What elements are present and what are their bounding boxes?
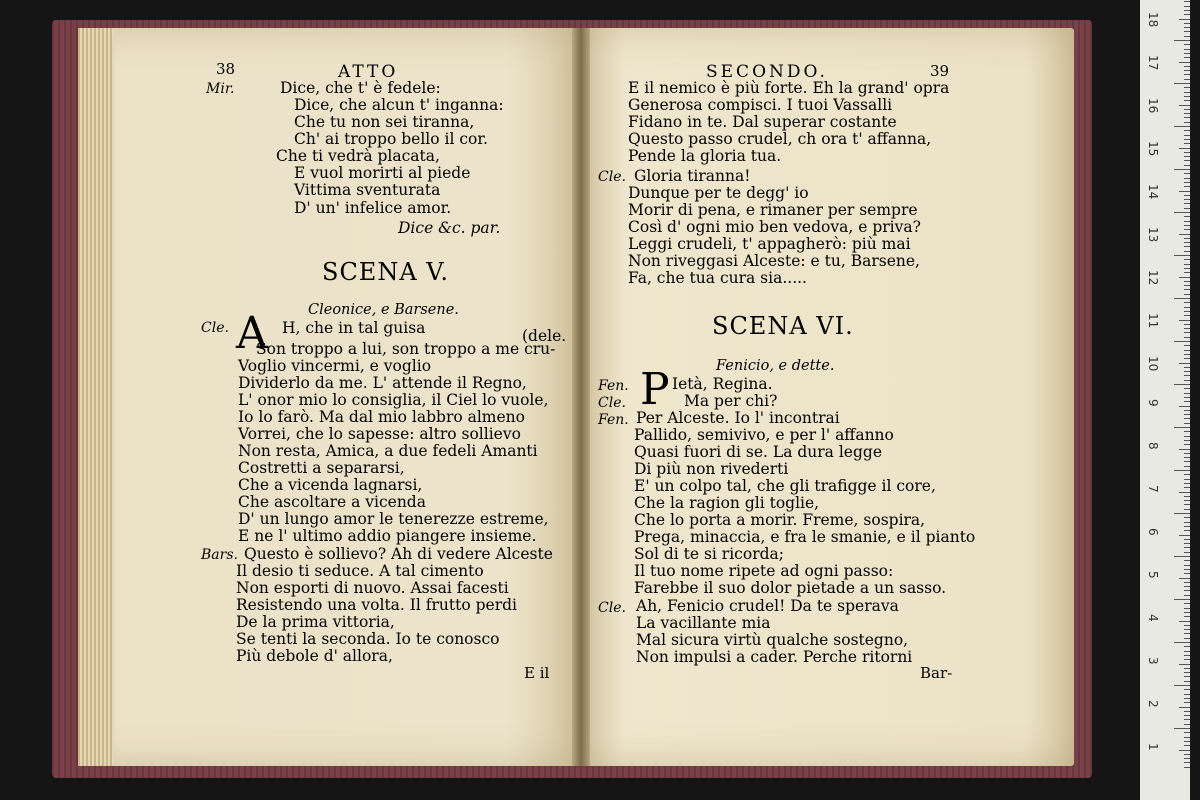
verse-line: Non riveggasi Alceste: e tu, Barsene, bbox=[628, 252, 920, 270]
ruler-tick bbox=[1179, 320, 1190, 321]
verse-line: Io lo farò. Ma dal mio labbro almeno bbox=[238, 408, 525, 426]
ruler-tick bbox=[1184, 367, 1190, 368]
verse-line: La vacillante mia bbox=[636, 614, 771, 632]
verse-line: Fidano in te. Dal superar costante bbox=[628, 113, 897, 131]
ruler-tick bbox=[1184, 560, 1190, 561]
verse-line: Prega, minaccia, e fra le smanie, e il pianto bbox=[634, 528, 976, 546]
ruler-tick bbox=[1184, 109, 1190, 110]
verse-line: Non resta, Amica, a due fedeli Amanti bbox=[238, 442, 538, 460]
verse-line: Dunque per te degg' io bbox=[628, 184, 809, 202]
ruler-number: 11 bbox=[1146, 313, 1160, 329]
verse-line: Leggi crudeli, t' appagherò: più mai bbox=[628, 235, 911, 253]
ruler-tick bbox=[1174, 255, 1190, 256]
ruler-tick bbox=[1184, 178, 1190, 179]
ruler-tick bbox=[1184, 719, 1190, 720]
ruler-tick bbox=[1184, 504, 1190, 505]
verse-line: Fa, che tua cura sia..... bbox=[628, 269, 807, 287]
ruler-tick bbox=[1184, 216, 1190, 217]
ruler-tick bbox=[1184, 758, 1190, 759]
ruler-tick bbox=[1184, 651, 1190, 652]
ruler-tick bbox=[1174, 427, 1190, 428]
verse-line: Non impulsi a cader. Perche ritorni bbox=[636, 648, 913, 666]
ruler-tick bbox=[1184, 285, 1190, 286]
ruler-tick bbox=[1184, 27, 1190, 28]
verse-line: Sol di te si ricorda; bbox=[634, 545, 784, 563]
ruler-tick bbox=[1184, 36, 1190, 37]
verse-line: Che ascoltare a vicenda bbox=[238, 493, 426, 511]
ruler-tick bbox=[1174, 40, 1190, 41]
ruler-tick bbox=[1184, 57, 1190, 58]
ruler-tick bbox=[1184, 461, 1190, 462]
ruler-tick bbox=[1179, 363, 1190, 364]
ruler-tick bbox=[1184, 10, 1190, 11]
ruler-tick bbox=[1184, 539, 1190, 540]
ruler-tick bbox=[1184, 182, 1190, 183]
ruler-tick bbox=[1184, 49, 1190, 50]
ruler-number: 8 bbox=[1146, 442, 1160, 450]
ruler-tick bbox=[1184, 74, 1190, 75]
ruler-tick bbox=[1184, 328, 1190, 329]
ruler-tick bbox=[1184, 629, 1190, 630]
ruler-tick bbox=[1179, 707, 1190, 708]
ruler-tick bbox=[1184, 681, 1190, 682]
ruler-tick bbox=[1184, 633, 1190, 634]
verse-line: E il nemico è più forte. Eh la grand' opra bbox=[628, 79, 950, 97]
verse-line: L' onor mio lo consiglia, il Ciel lo vuole, bbox=[238, 391, 549, 409]
ruler-tick bbox=[1184, 457, 1190, 458]
ruler-tick bbox=[1184, 479, 1190, 480]
ruler-tick bbox=[1184, 453, 1190, 454]
ruler-tick bbox=[1179, 750, 1190, 751]
ruler-tick bbox=[1184, 113, 1190, 114]
ruler-tick bbox=[1184, 543, 1190, 544]
ruler-tick bbox=[1174, 470, 1190, 471]
ruler-tick bbox=[1174, 642, 1190, 643]
verse-line: E vuol morirti al piede bbox=[294, 164, 471, 182]
ruler-tick bbox=[1184, 487, 1190, 488]
ruler-number: 16 bbox=[1146, 98, 1160, 114]
ruler-tick bbox=[1184, 242, 1190, 243]
ruler-tick bbox=[1174, 341, 1190, 342]
verse-line: Pende la gloria tua. bbox=[628, 147, 782, 165]
ruler-tick bbox=[1184, 767, 1190, 768]
speaker-label: Cle. bbox=[598, 169, 626, 185]
ruler-number: 6 bbox=[1146, 528, 1160, 536]
verse-line: Che tu non sei tiranna, bbox=[294, 113, 475, 131]
ruler-tick bbox=[1184, 173, 1190, 174]
ruler-tick bbox=[1179, 277, 1190, 278]
ruler-tick bbox=[1184, 715, 1190, 716]
ruler-tick bbox=[1184, 431, 1190, 432]
ruler-tick bbox=[1184, 264, 1190, 265]
left-page-number: 38 bbox=[216, 60, 236, 78]
ruler-tick bbox=[1184, 582, 1190, 583]
ruler-tick bbox=[1184, 655, 1190, 656]
ruler-tick bbox=[1184, 625, 1190, 626]
ruler-tick bbox=[1184, 1, 1190, 2]
ruler-tick bbox=[1184, 741, 1190, 742]
ruler-tick bbox=[1179, 191, 1190, 192]
verse-line: Pallido, semivivo, e per l' affanno bbox=[634, 426, 894, 444]
ruler-tick bbox=[1174, 83, 1190, 84]
verse-line: Questo passo crudel, ch ora t' affanna, bbox=[628, 130, 932, 148]
ruler-tick bbox=[1184, 66, 1190, 67]
ruler-tick bbox=[1184, 122, 1190, 123]
verse-line: Se tenti la seconda. Io te conosco bbox=[236, 630, 500, 648]
speaker-label: Mir. bbox=[206, 81, 235, 97]
ruler-tick bbox=[1184, 689, 1190, 690]
ruler-tick bbox=[1184, 440, 1190, 441]
speaker-label: Cle. bbox=[201, 320, 229, 336]
ruler-tick bbox=[1184, 289, 1190, 290]
verse-line: Che la ragion gli toglie, bbox=[634, 494, 820, 512]
ruler-tick bbox=[1184, 496, 1190, 497]
ruler-tick bbox=[1184, 698, 1190, 699]
ruler-number: 5 bbox=[1146, 571, 1160, 579]
right-page-number: 39 bbox=[930, 62, 950, 80]
verse-line: Dividerlo da me. L' attende il Regno, bbox=[238, 374, 527, 392]
ruler-tick bbox=[1184, 711, 1190, 712]
ruler-tick bbox=[1184, 199, 1190, 200]
ruler-number: 12 bbox=[1146, 270, 1160, 286]
ruler-tick bbox=[1184, 586, 1190, 587]
verse-line: Che a vicenda lagnarsi, bbox=[238, 476, 423, 494]
ruler-tick bbox=[1174, 169, 1190, 170]
verse-line: Morir di pena, e rimaner per sempre bbox=[628, 201, 918, 219]
verse-line: Che ti vedrà placata, bbox=[276, 147, 440, 165]
speaker-label: Fen. bbox=[598, 378, 629, 394]
dice-line: Dice &c. par. bbox=[398, 219, 501, 237]
verse-line: Resistendo una volta. Il frutto perdi bbox=[236, 596, 518, 614]
verse-line: Vittima sventurata bbox=[294, 181, 441, 199]
verse-line: (dele. bbox=[522, 327, 567, 345]
ruler-tick bbox=[1184, 724, 1190, 725]
verse-line: Voglio vincermi, e voglio bbox=[238, 357, 432, 375]
ruler-tick bbox=[1184, 70, 1190, 71]
ruler-tick bbox=[1184, 203, 1190, 204]
ruler-tick bbox=[1184, 345, 1190, 346]
speaker-label: Fen. bbox=[598, 412, 629, 428]
ruler-tick bbox=[1184, 530, 1190, 531]
ruler-tick bbox=[1184, 436, 1190, 437]
verse-line: Per Alceste. Io l' incontrai bbox=[636, 409, 840, 427]
verse-line: D' un' infelice amor. bbox=[294, 199, 452, 217]
ruler-tick bbox=[1179, 449, 1190, 450]
ruler-tick bbox=[1184, 332, 1190, 333]
ruler-tick bbox=[1184, 238, 1190, 239]
ruler-tick bbox=[1184, 208, 1190, 209]
ruler-tick bbox=[1179, 105, 1190, 106]
ruler-tick bbox=[1184, 165, 1190, 166]
ruler-tick bbox=[1184, 676, 1190, 677]
verse-line: De la prima vittoria, bbox=[236, 613, 395, 631]
verse-line: Il tuo nome ripete ad ogni passo: bbox=[634, 562, 894, 580]
speaker-label: Cle. bbox=[598, 600, 626, 616]
ruler-number: 2 bbox=[1146, 700, 1160, 708]
ruler-number: 17 bbox=[1146, 55, 1160, 71]
ruler-tick bbox=[1184, 354, 1190, 355]
page-edges bbox=[78, 28, 114, 766]
verse-line: Ietà, Regina. bbox=[672, 375, 773, 393]
ruler-tick bbox=[1179, 406, 1190, 407]
ruler-tick bbox=[1184, 79, 1190, 80]
ruler-tick bbox=[1184, 397, 1190, 398]
ruler-tick bbox=[1174, 556, 1190, 557]
ruler-tick bbox=[1184, 307, 1190, 308]
ruler-tick bbox=[1184, 522, 1190, 523]
ruler-tick bbox=[1174, 126, 1190, 127]
ruler-tick bbox=[1184, 152, 1190, 153]
ruler-tick bbox=[1184, 186, 1190, 187]
ruler-tick bbox=[1184, 371, 1190, 372]
ruler-tick bbox=[1184, 311, 1190, 312]
ruler-tick bbox=[1184, 694, 1190, 695]
verse-line: Ma per chi? bbox=[684, 392, 778, 410]
verse-line: Questo è sollievo? Ah di vedere Alceste bbox=[244, 545, 553, 563]
ruler-tick bbox=[1184, 762, 1190, 763]
ruler-tick bbox=[1184, 565, 1190, 566]
ruler-tick bbox=[1184, 659, 1190, 660]
right-running-head: SECONDO. bbox=[706, 62, 828, 82]
ruler-tick bbox=[1184, 474, 1190, 475]
ruler-tick bbox=[1184, 616, 1190, 617]
ruler-tick bbox=[1184, 130, 1190, 131]
ruler-tick bbox=[1174, 212, 1190, 213]
ruler-number: 10 bbox=[1146, 356, 1160, 372]
ruler-tick bbox=[1184, 393, 1190, 394]
ruler-number: 14 bbox=[1146, 184, 1160, 200]
ruler-tick bbox=[1179, 19, 1190, 20]
ruler-tick bbox=[1184, 380, 1190, 381]
ruler-tick bbox=[1184, 221, 1190, 222]
ruler-tick bbox=[1174, 599, 1190, 600]
ruler-tick bbox=[1184, 737, 1190, 738]
ruler-tick bbox=[1184, 251, 1190, 252]
ruler-tick bbox=[1184, 87, 1190, 88]
ruler-tick bbox=[1184, 483, 1190, 484]
ruler-tick bbox=[1184, 668, 1190, 669]
ruler-tick bbox=[1184, 315, 1190, 316]
verse-line: Gloria tiranna! bbox=[634, 167, 751, 185]
ruler-tick bbox=[1184, 302, 1190, 303]
left-running-head: ATTO bbox=[338, 62, 399, 82]
ruler-tick bbox=[1184, 552, 1190, 553]
ruler-tick bbox=[1184, 23, 1190, 24]
ruler-tick bbox=[1179, 578, 1190, 579]
ruler-tick bbox=[1184, 401, 1190, 402]
ruler-tick bbox=[1184, 608, 1190, 609]
ruler-tick bbox=[1184, 96, 1190, 97]
ruler-tick bbox=[1174, 298, 1190, 299]
ruler-tick bbox=[1184, 418, 1190, 419]
ruler-number: 1 bbox=[1146, 743, 1160, 751]
ruler-tick bbox=[1184, 53, 1190, 54]
ruler-number: 18 bbox=[1146, 12, 1160, 28]
ruler-tick bbox=[1184, 195, 1190, 196]
verse-line: Costretti a separarsi, bbox=[238, 459, 405, 477]
ruler-tick bbox=[1174, 513, 1190, 514]
ruler-tick bbox=[1184, 573, 1190, 574]
ruler-number: 15 bbox=[1146, 141, 1160, 157]
ruler-tick bbox=[1184, 672, 1190, 673]
verse-line: Più debole d' allora, bbox=[236, 647, 393, 665]
ruler-tick bbox=[1184, 423, 1190, 424]
ruler-tick bbox=[1184, 160, 1190, 161]
ruler-tick bbox=[1179, 664, 1190, 665]
ruler-tick bbox=[1184, 500, 1190, 501]
ruler-tick bbox=[1184, 547, 1190, 548]
ruler-tick bbox=[1184, 745, 1190, 746]
catchword: Bar- bbox=[920, 664, 953, 682]
verse-line: D' un lungo amor le tenerezze estreme, bbox=[238, 510, 549, 528]
ruler-tick bbox=[1184, 410, 1190, 411]
verse-line: Farebbe il suo dolor pietade a un sasso. bbox=[634, 579, 947, 597]
ruler-tick bbox=[1184, 246, 1190, 247]
book-gutter bbox=[572, 28, 590, 766]
ruler-tick bbox=[1179, 535, 1190, 536]
ruler-number: 13 bbox=[1146, 227, 1160, 243]
ruler-tick bbox=[1184, 272, 1190, 273]
ruler-tick bbox=[1184, 646, 1190, 647]
ruler-tick bbox=[1184, 225, 1190, 226]
drop-cap: A bbox=[236, 308, 268, 359]
ruler-tick bbox=[1184, 337, 1190, 338]
ruler-tick bbox=[1184, 526, 1190, 527]
ruler-tick bbox=[1179, 148, 1190, 149]
verse-line: Ah, Fenicio crudel! Da te sperava bbox=[636, 597, 899, 615]
catchword: E il bbox=[524, 664, 550, 682]
ruler-tick bbox=[1184, 612, 1190, 613]
ruler-tick bbox=[1184, 732, 1190, 733]
verse-line: Così d' ogni mio ben vedova, e priva? bbox=[628, 218, 921, 236]
verse-line: Dice, che alcun t' inganna: bbox=[294, 96, 504, 114]
verse-line: Il desio ti seduce. A tal cimento bbox=[236, 562, 484, 580]
verse-line: Dice, che t' è fedele: bbox=[280, 79, 441, 97]
ruler-tick bbox=[1184, 268, 1190, 269]
ruler-tick bbox=[1184, 100, 1190, 101]
ruler-tick bbox=[1184, 156, 1190, 157]
ruler-tick bbox=[1184, 117, 1190, 118]
ruler-number: 7 bbox=[1146, 485, 1160, 493]
ruler-tick bbox=[1184, 143, 1190, 144]
verse-line: Che lo porta a morir. Freme, sospira, bbox=[634, 511, 926, 529]
verse-line: E ne l' ultimo addio piangere insieme. bbox=[238, 527, 537, 545]
ruler-tick bbox=[1179, 62, 1190, 63]
scene-cast: Cleonice, e Barsene. bbox=[308, 302, 459, 318]
ruler-tick bbox=[1184, 444, 1190, 445]
ruler-tick bbox=[1184, 638, 1190, 639]
ruler-tick bbox=[1184, 350, 1190, 351]
ruler-tick bbox=[1184, 324, 1190, 325]
ruler-tick bbox=[1184, 414, 1190, 415]
ruler-tick bbox=[1184, 259, 1190, 260]
ruler-tick bbox=[1184, 229, 1190, 230]
ruler-tick bbox=[1184, 135, 1190, 136]
ruler-tick bbox=[1174, 728, 1190, 729]
ruler-tick bbox=[1184, 294, 1190, 295]
drop-cap: P bbox=[640, 364, 670, 415]
scene-cast: Fenicio, e dette. bbox=[716, 358, 835, 374]
ruler-tick bbox=[1179, 621, 1190, 622]
verse-line: Ch' ai troppo bello il cor. bbox=[294, 130, 488, 148]
verse-line: Quasi fuori di se. La dura legge bbox=[634, 443, 882, 461]
verse-line: Non esporti di nuovo. Assai facesti bbox=[236, 579, 509, 597]
ruler-tick bbox=[1184, 466, 1190, 467]
ruler-tick bbox=[1184, 14, 1190, 15]
verse-line: Vorrei, che lo sapesse: altro sollievo bbox=[238, 425, 521, 443]
ruler-tick bbox=[1184, 603, 1190, 604]
ruler-tick bbox=[1184, 375, 1190, 376]
ruler-tick bbox=[1184, 702, 1190, 703]
speaker-label: Bars. bbox=[201, 547, 238, 563]
ruler-tick bbox=[1184, 31, 1190, 32]
ruler-tick bbox=[1184, 517, 1190, 518]
measuring-ruler bbox=[1140, 0, 1190, 800]
scene-title: SCENA VI. bbox=[712, 312, 854, 340]
verse-line: Generosa compisci. I tuoi Vassalli bbox=[628, 96, 893, 114]
ruler-tick bbox=[1184, 281, 1190, 282]
ruler-tick bbox=[1184, 92, 1190, 93]
verse-line: Son troppo a lui, son troppo a me cru- bbox=[256, 340, 556, 358]
ruler-number: 4 bbox=[1146, 614, 1160, 622]
ruler-number: 3 bbox=[1146, 657, 1160, 665]
ruler-tick bbox=[1184, 388, 1190, 389]
ruler-tick bbox=[1184, 358, 1190, 359]
ruler-tick bbox=[1179, 492, 1190, 493]
scene-title: SCENA V. bbox=[322, 258, 450, 286]
verse-line: Di più non rivederti bbox=[634, 460, 789, 478]
ruler-tick bbox=[1179, 234, 1190, 235]
ruler-tick bbox=[1184, 569, 1190, 570]
speaker-label: Cle. bbox=[598, 395, 626, 411]
ruler-tick bbox=[1184, 139, 1190, 140]
ruler-tick bbox=[1184, 44, 1190, 45]
verse-line: E' un colpo tal, che gli trafigge il core, bbox=[634, 477, 936, 495]
ruler-tick bbox=[1184, 509, 1190, 510]
ruler-tick bbox=[1184, 6, 1190, 7]
ruler-tick bbox=[1184, 595, 1190, 596]
verse-line: H, che in tal guisa bbox=[282, 319, 426, 337]
ruler-tick bbox=[1174, 685, 1190, 686]
verse-line: Mal sicura virtù qualche sostegno, bbox=[636, 631, 909, 649]
ruler-tick bbox=[1184, 754, 1190, 755]
ruler-tick bbox=[1174, 384, 1190, 385]
ruler-number: 9 bbox=[1146, 399, 1160, 407]
ruler-tick bbox=[1184, 590, 1190, 591]
